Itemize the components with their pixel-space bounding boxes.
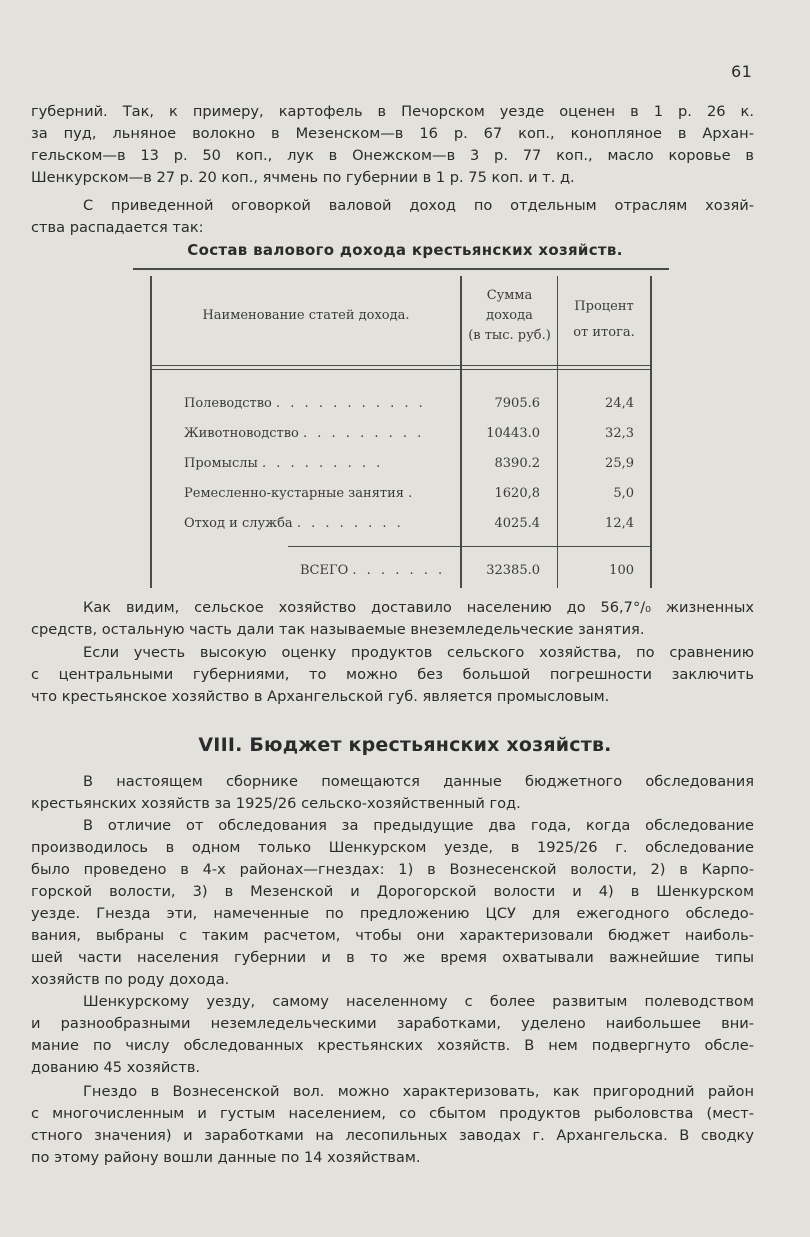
page-number: 61 bbox=[731, 62, 753, 81]
text-line: было проведено в 4-х районах—гнездах: 1) в Вознесенской волости, 2) в Карпо- bbox=[31, 861, 754, 878]
text-line: хозяйств по роду дохода. bbox=[31, 971, 230, 988]
text-line: В настоящем сборнике помещаются данные бюджетного обследования bbox=[83, 773, 754, 790]
total-label-text: ВСЕГО bbox=[300, 563, 349, 578]
table-total-label bbox=[300, 563, 445, 578]
paragraph-estimate bbox=[31, 642, 754, 708]
table-cell-percent: 5,0 bbox=[613, 486, 634, 501]
text-line: уезде. Гнезда эти, намеченные по предложению ЦСУ для ежегодного обследо- bbox=[31, 905, 754, 922]
table-col-rule-2 bbox=[557, 276, 558, 588]
table-title: Состав валового дохода крестьянских хозяйств. bbox=[187, 241, 623, 259]
leader-dots: . . . . . . . bbox=[352, 563, 446, 578]
table-row-label bbox=[184, 516, 404, 531]
table-left-rule bbox=[150, 276, 152, 588]
text-line: Как видим, сельское хозяйство доставило населению до 56,7°/₀ жизненных bbox=[83, 599, 754, 616]
table-total-percent: 100 bbox=[609, 563, 634, 578]
paragraph-survey bbox=[31, 815, 754, 991]
header-percent-line: Процент bbox=[574, 299, 634, 314]
table-cell-percent: 25,9 bbox=[605, 456, 634, 471]
text-line: средств, остальную часть дали так называемые внеземледельческие занятия. bbox=[31, 621, 645, 638]
row-label-text: Ремесленно-кустарные занятия bbox=[184, 486, 404, 501]
text-line: В отличие от обследования за предыдущие два года, когда обследование bbox=[83, 817, 754, 834]
leader-dots: . . . . . . . . . . . bbox=[276, 396, 426, 411]
text-line: ства распадается так: bbox=[31, 219, 204, 236]
paragraph-breakdown bbox=[31, 195, 754, 239]
table-col-rule-1 bbox=[460, 276, 462, 588]
row-label-text: Животноводство bbox=[184, 426, 299, 441]
leader-dots: . bbox=[408, 486, 416, 501]
text-line: С приведенной оговоркой валовой доход по отдельным отраслям хозяй- bbox=[83, 197, 754, 214]
header-sum-line: Сумма bbox=[486, 288, 533, 303]
text-line: с центральными губерниями, то можно без большой погрешности заключить bbox=[31, 666, 754, 683]
table-cell-sum: 8390.2 bbox=[494, 456, 540, 471]
paragraph-voznesensk bbox=[31, 1081, 754, 1169]
table-row-label bbox=[184, 456, 383, 471]
text-line: и разнообразными неземледельческими заработками, уделено наибольшее вни- bbox=[31, 1015, 754, 1032]
text-line: производилось в одном только Шенкурском уезде, в 1925/26 г. обследование bbox=[31, 839, 754, 856]
text-line: с многочисленным и густым населением, со сбытом продуктов рыболовства (мест- bbox=[31, 1105, 754, 1122]
paragraph-conclusion bbox=[31, 597, 754, 641]
leader-dots: . . . . . . . . . bbox=[261, 456, 384, 471]
header-sum-line: дохода bbox=[486, 308, 533, 323]
text-line: вания, выбраны с таким расчетом, чтобы они характеризовали бюджет наиболь- bbox=[31, 927, 754, 944]
text-line: горской волости, 3) в Мезенской и Дорогорской волости и 4) в Шенкурском bbox=[31, 883, 754, 900]
header-percent bbox=[558, 294, 650, 346]
text-line: дованию 45 хозяйств. bbox=[31, 1059, 201, 1076]
row-label-text: Отход и служба bbox=[184, 516, 293, 531]
header-income-item: Наименование статей дохода. bbox=[202, 308, 410, 323]
table-row-label bbox=[184, 396, 426, 411]
text-line: шей части населения губернии и в то же время охватывали важнейшие типы bbox=[31, 949, 754, 966]
table-cell-sum: 1620,8 bbox=[494, 486, 540, 501]
table-row-label bbox=[184, 486, 415, 501]
table-row-label bbox=[184, 426, 424, 441]
text-line: что крестьянское хозяйство в Архангельской губ. является промысловым. bbox=[31, 688, 610, 705]
table-right-rule bbox=[650, 276, 652, 588]
header-rule-1 bbox=[152, 365, 650, 366]
header-sum-line: (в тыс. руб.) bbox=[468, 328, 551, 343]
table-cell-percent: 12,4 bbox=[605, 516, 634, 531]
row-label-text: Полеводство bbox=[184, 396, 272, 411]
total-rule bbox=[288, 546, 650, 547]
table-cell-sum: 4025.4 bbox=[494, 516, 540, 531]
text-line: губерний. Так, к примеру, картофель в Печорском уезде оценен в 1 р. 26 к. bbox=[31, 103, 754, 120]
table-cell-sum: 10443.0 bbox=[486, 426, 540, 441]
table-total-sum: 32385.0 bbox=[486, 563, 540, 578]
leader-dots: . . . . . . . . . bbox=[303, 426, 425, 441]
table-cell-percent: 32,3 bbox=[605, 426, 634, 441]
table-cell-percent: 24,4 bbox=[605, 396, 634, 411]
paragraph-shenkursk bbox=[31, 991, 754, 1079]
text-line: Шенкурском—в 27 р. 20 коп., ячмень по губернии в 1 р. 75 коп. и т. д. bbox=[31, 169, 575, 186]
text-line: крестьянских хозяйств за 1925/26 сельско-хозяйственный год. bbox=[31, 795, 521, 812]
text-line: за пуд, льняное волокно в Мезенском—в 16 р. 67 коп., конопляное в Архан- bbox=[31, 125, 754, 142]
table-top-rule bbox=[133, 268, 669, 270]
text-line: по этому району вошли данные по 14 хозяйствам. bbox=[31, 1149, 421, 1166]
text-line: Гнездо в Вознесенской вол. можно характеризовать, как пригородний район bbox=[83, 1083, 754, 1100]
header-percent-line: от итога. bbox=[573, 325, 635, 340]
section-heading: VIII. Бюджет крестьянских хозяйств. bbox=[198, 734, 612, 756]
text-line: мание по числу обследованных крестьянских хозяйств. В нем подвергнуто обсле- bbox=[31, 1037, 754, 1054]
leader-dots: . . . . . . . . bbox=[296, 516, 404, 531]
table-cell-sum: 7905.6 bbox=[494, 396, 540, 411]
intro-paragraph bbox=[31, 101, 754, 189]
header-rule-2 bbox=[152, 369, 650, 370]
row-label-text: Промыслы bbox=[184, 456, 258, 471]
header-sum bbox=[462, 286, 557, 346]
paragraph-collection bbox=[31, 771, 754, 815]
text-line: Если учесть высокую оценку продуктов сельского хозяйства, по сравнению bbox=[83, 644, 754, 661]
text-line: Шенкурскому уезду, самому населенному с более развитым полеводством bbox=[83, 993, 754, 1010]
text-line: стного значения) и заработками на лесопильных заводах г. Архангельска. В сводку bbox=[31, 1127, 754, 1144]
text-line: гельском—в 13 р. 50 коп., лук в Онежском—в 3 р. 77 коп., масло коровье в bbox=[31, 147, 754, 164]
